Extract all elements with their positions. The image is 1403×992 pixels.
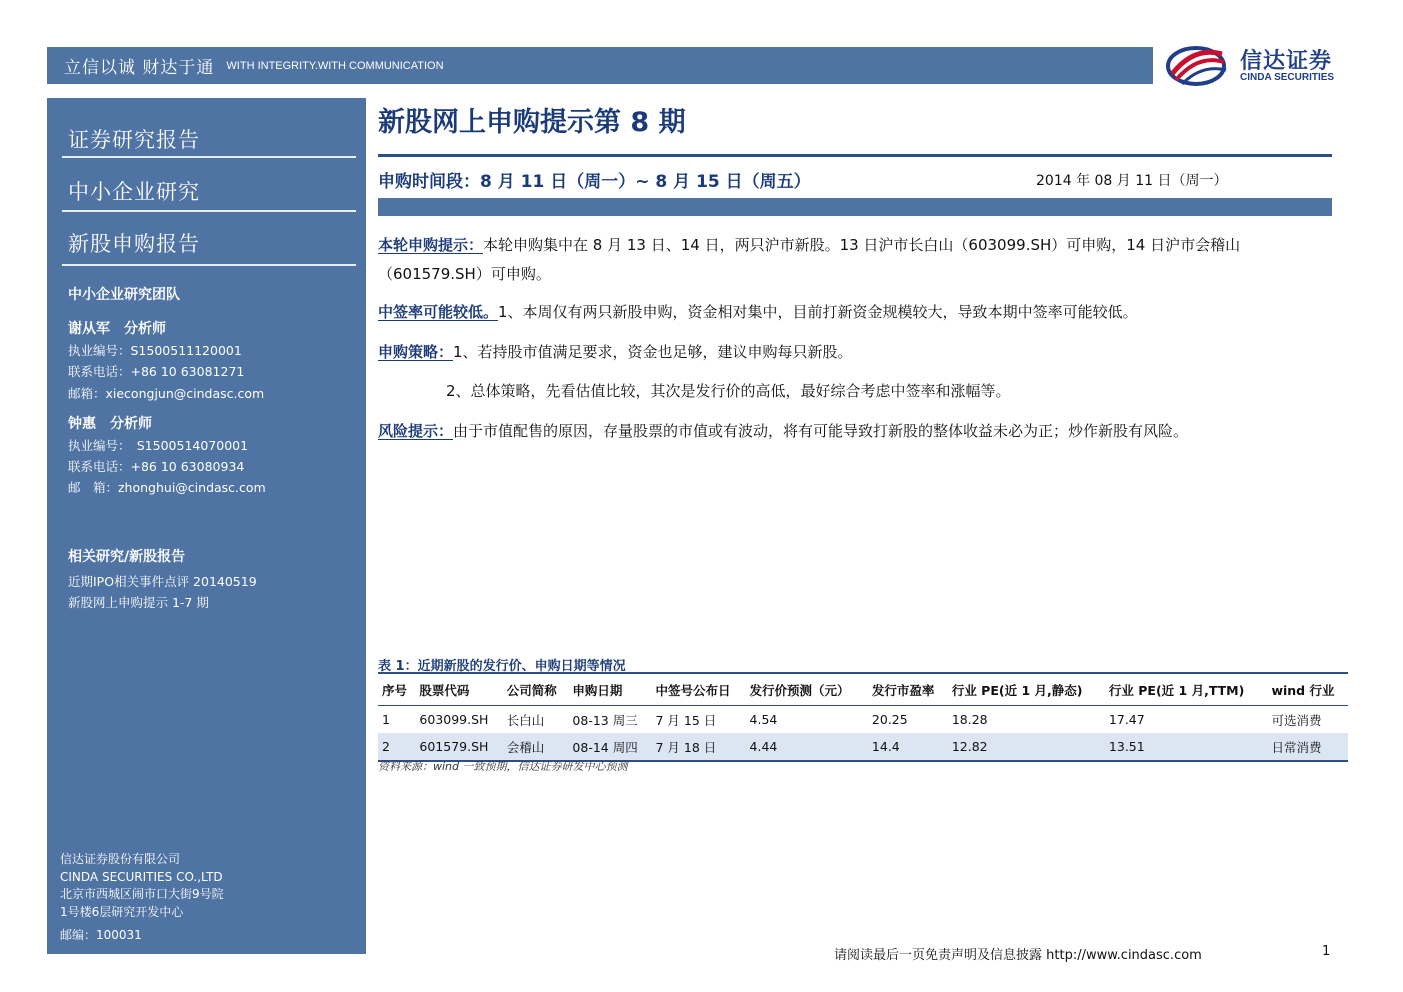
table-cell: 13.51 — [1105, 733, 1268, 761]
sidebar-heading-sme: 中小企业研究 — [68, 180, 200, 204]
table-row — [378, 733, 1348, 761]
col-header: 发行价预测（元） — [746, 673, 868, 706]
col-header: 中签号公布日 — [651, 673, 745, 706]
ipo-table — [378, 672, 1348, 762]
text-strategy: 1、若持股市值满足要求，资金也足够，建议申购每只新股。 — [453, 343, 853, 361]
table-cell: 会稽山 — [503, 733, 569, 761]
analyst-license: 执业编号：S1500511120001 — [68, 343, 242, 358]
table-cell: 1 — [382, 712, 390, 727]
slogan-en: WITH INTEGRITY.WITH COMMUNICATION — [226, 59, 444, 72]
table-row — [378, 706, 1348, 734]
table-cell: 601579.SH — [415, 733, 502, 761]
analyst-phone: 联系电话：+86 10 63080934 — [68, 459, 245, 474]
text-round-tip: 本轮申购集中在 8 月 13 日、14 日，两只沪市新股。13 日沪市长白山（603099.SH）可申购，14 日沪市会稽山（601579.SH）可申购。 — [378, 236, 1241, 283]
paragraph-round-tip — [378, 231, 1338, 289]
table-cell: 08-14 周四 — [568, 733, 651, 761]
tag-risk: 风险提示： — [378, 422, 454, 440]
paragraph-risk — [378, 417, 1338, 446]
table-cell: 08-13 周三 — [572, 712, 638, 728]
sidebar-divider — [62, 264, 356, 266]
related-research-item: 新股网上申购提示 1-7 期 — [68, 595, 209, 610]
table-cell: 日常消费 — [1267, 733, 1348, 761]
analyst-license: 执业编号： S1500514070001 — [68, 438, 249, 453]
page-number: 1 — [1322, 944, 1331, 959]
table-cell: 2 — [378, 733, 415, 761]
analyst-name: 谢从军 分析师 — [68, 321, 166, 337]
table-cell: 可选消费 — [1271, 712, 1322, 728]
analyst-email: 邮箱：xiecongjun@cindasc.com — [68, 386, 265, 401]
col-header: 股票代码 — [415, 673, 502, 706]
table-cell: 603099.SH — [419, 712, 489, 727]
col-header: wind 行业 — [1267, 673, 1348, 706]
logo-text-cn: 信达证券 — [1240, 49, 1333, 74]
related-research-title: 相关研究/新股报告 — [68, 549, 186, 565]
slogan-cn: 立信以诚 财达于通 — [64, 58, 215, 78]
company-name-en: CINDA SECURITIES CO.,LTD — [60, 870, 223, 884]
col-header: 申购日期 — [568, 673, 651, 706]
col-header: 行业 PE(近 1 月,TTM) — [1105, 673, 1268, 706]
sidebar-heading-ipo: 新股申购报告 — [68, 232, 200, 256]
table-title: 表 1：近期新股的发行价、申购日期等情况 — [378, 659, 626, 674]
cinda-logo — [1160, 40, 1360, 90]
cinda-logo-icon — [1164, 40, 1230, 88]
team-name: 中小企业研究团队 — [68, 287, 180, 303]
header-band — [378, 198, 1332, 216]
col-header: 发行市盈率 — [868, 673, 948, 706]
subscription-period: 申购时间段：8 月 11 日（周一）~ 8 月 15 日（周五） — [378, 172, 811, 192]
table-cell: 7 月 15 日 — [655, 712, 717, 728]
company-postcode: 邮编：100031 — [60, 928, 142, 942]
table-cell: 长白山 — [506, 712, 545, 728]
table-cell: 7 月 18 日 — [651, 733, 745, 761]
table-cell: 20.25 — [871, 712, 908, 727]
analyst-name: 钟惠 分析师 — [68, 416, 152, 432]
sidebar-heading-report: 证券研究报告 — [68, 128, 200, 152]
analyst-phone: 联系电话：+86 10 63081271 — [68, 364, 245, 379]
text-win-rate: 1、本周仅有两只新股申购，资金相对集中，目前打新资金规模较大，导致本期中签率可能较低。 — [498, 303, 1138, 321]
tag-win-rate: 中签率可能较低。 — [378, 303, 499, 321]
paragraph-strategy-2: 2、总体策略，先看估值比较，其次是发行价的高低，最好综合考虑中签率和涨幅等。 — [446, 382, 1011, 400]
col-header: 行业 PE(近 1 月,静态) — [948, 673, 1105, 706]
title-rule — [378, 154, 1332, 157]
sidebar-divider — [62, 210, 356, 212]
table-source: 资料来源：wind 一致预期，信达证券研发中心预测 — [378, 760, 628, 773]
table-cell: 17.47 — [1108, 712, 1145, 727]
header-bar — [47, 47, 1153, 84]
table-cell: 4.44 — [746, 733, 868, 761]
table-cell: 18.28 — [951, 712, 988, 727]
page-title: 新股网上申购提示第 8 期 — [378, 107, 686, 138]
report-date: 2014 年 08 月 11 日（周一） — [1036, 173, 1228, 189]
table-cell: 4.54 — [749, 712, 778, 727]
table-cell: 12.82 — [948, 733, 1105, 761]
col-header: 序号 — [378, 673, 415, 706]
paragraph-strategy — [378, 338, 1338, 367]
col-header: 公司简称 — [503, 673, 569, 706]
table-cell: 14.4 — [868, 733, 948, 761]
company-address: 1号楼6层研究开发中心 — [60, 905, 184, 919]
company-address: 北京市西城区闹市口大街9号院 — [60, 887, 224, 901]
text-risk: 由于市值配售的原因，存量股票的市值或有波动，将有可能导致打新股的整体收益未必为正；炒作新股有风险。 — [453, 422, 1189, 440]
sidebar — [47, 98, 366, 954]
tag-strategy: 申购策略： — [378, 343, 454, 361]
analyst-email: 邮 箱：zhonghui@cindasc.com — [68, 480, 266, 495]
paragraph-win-rate — [378, 298, 1338, 327]
tag-round-tip: 本轮申购提示： — [378, 236, 484, 254]
related-research-item: 近期IPO相关事件点评 20140519 — [68, 574, 257, 589]
sidebar-divider — [62, 156, 356, 158]
table-header-row — [378, 673, 1348, 706]
logo-text-en: CINDA SECURITIES — [1240, 72, 1335, 83]
company-name-cn: 信达证券股份有限公司 — [60, 852, 181, 866]
disclaimer-note: 请阅读最后一页免责声明及信息披露 http://www.cindasc.com — [834, 948, 1202, 963]
